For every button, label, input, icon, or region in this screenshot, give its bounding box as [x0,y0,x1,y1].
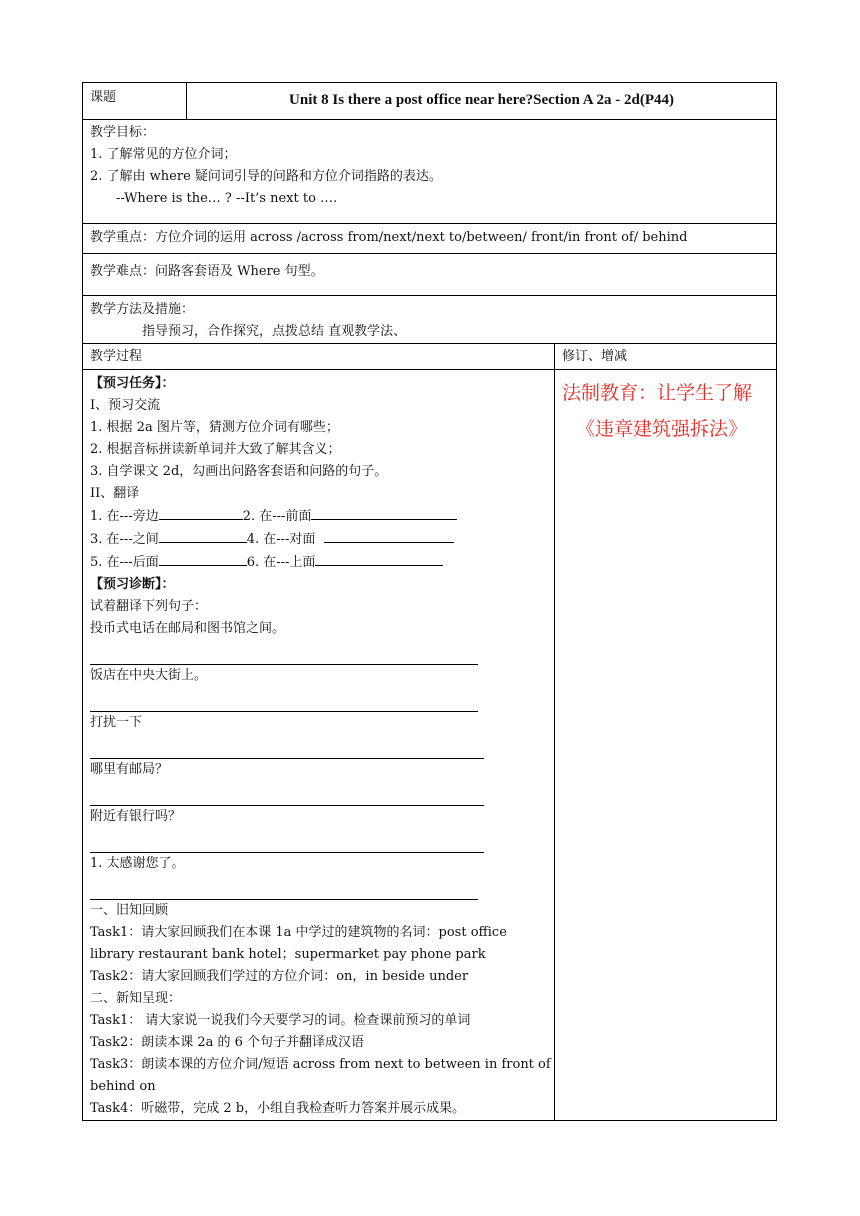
preview-task-heading: 【预习任务】： [90,376,175,391]
answer-blank[interactable] [159,528,247,543]
answer-blank[interactable] [159,505,243,520]
translation-item: 1. 在---旁边 [90,509,159,524]
sentence-answer-line[interactable] [90,828,484,853]
regulation-note: 《违章建筑强拆法》 [576,418,748,440]
sentence-6: 1. 太感谢您了。 [90,856,185,871]
objective-item-1: 1. 了解常见的方位介词； [90,147,237,162]
sentence-5: 附近有银行吗？ [90,809,182,824]
sentence-1: 投币式电话在邮局和图书馆之间。 [90,621,286,636]
translation-item: 2. 在---前面 [242,509,312,524]
new-task-3-cont: behind on [90,1079,156,1094]
legal-education-note: 法制教育：让学生了解 [562,382,753,404]
sentence-answer-line[interactable] [90,875,478,900]
review-task-1: Task1：请大家回顾我们在本课 1a 中学过的建筑物的名词：post office [90,925,507,940]
translation-row [90,528,547,551]
translate-prompt: 试着翻译下列句子： [90,599,208,614]
sentence-answer-line[interactable] [90,734,484,759]
new-task-3: Task3：朗读本课的方位介词/短语 across from next to between in front of [90,1057,551,1072]
objective-item-2: 2. 了解由 where 疑问词引导的问路和方位介词指路的表达。 [90,169,442,184]
new-task-4: Task4：听磁带，完成 2 b，小组自我检查听力答案并展示成果。 [90,1101,466,1116]
methods-heading: 教学方法及措施： [90,302,195,317]
translation-item: 4. 在---对面 [246,532,316,547]
section1-heading: I、预习交流 [90,398,161,413]
lesson-plan-table [82,82,777,1121]
answer-blank[interactable] [324,528,454,543]
preview-task-1: 1. 根据 2a 图片等，猜测方位介词有哪些； [90,420,339,435]
sentence-3: 打扰一下 [90,715,143,730]
new-heading: 二、新知呈现： [90,991,182,1006]
sentence-answer-line[interactable] [90,640,478,665]
preview-task-2: 2. 根据音标拼读新单词并大致了解其含义； [90,442,341,457]
revision-heading: 修订、增减 [555,344,777,370]
review-task-1-cont: library restaurant bank hotel；supermarket pay phone park [90,947,486,962]
process-content [83,370,555,1121]
sentence-2: 饭店在中央大街上。 [90,668,208,683]
translation-item: 5. 在---后面 [90,555,159,570]
key-points: 教学重点：方位介词的运用 across /across from/next/next to/between/ front/in front of/ behind [83,224,777,254]
translation-row [90,505,547,528]
answer-blank[interactable] [315,551,443,566]
lesson-title: Unit 8 Is there a post office near here?Section A 2a - 2d(P44) [187,83,777,120]
objectives-heading: 教学目标： [90,125,156,140]
topic-label: 课题 [83,83,187,120]
revision-cell [555,370,777,1121]
review-heading: 一、旧知回顾 [90,903,169,918]
translation-row [90,551,547,574]
sentence-answer-line[interactable] [90,781,484,806]
answer-blank[interactable] [311,505,457,520]
new-task-2: Task2：朗读本课 2a 的 6 个句子并翻译成汉语 [90,1035,365,1050]
diagnosis-heading: 【预习诊断】： [90,577,175,592]
review-task-2: Task2：请大家回顾我们学过的方位介词：on，in beside under [90,969,469,984]
difficulties: 教学难点：问路客套语及 Where 句型。 [83,254,777,296]
answer-blank[interactable] [159,551,247,566]
translation-item: 6. 在---上面 [246,555,316,570]
methods-content: 指导预习，合作探究，点拨总结 直观教学法、 [142,324,407,339]
new-task-1: Task1： 请大家说一说我们今天要学习的词。检查课前预习的单词 [90,1013,471,1028]
objective-example: --Where is the… ? --It’s next to …. [116,191,338,206]
process-heading: 教学过程 [83,344,555,370]
section2-heading: II、翻译 [90,486,140,501]
objectives-cell [83,120,777,224]
preview-task-3: 3. 自学课文 2d，勾画出问路客套语和问路的句子。 [90,464,388,479]
sentence-answer-line[interactable] [90,687,478,712]
translation-item: 3. 在---之间 [90,532,159,547]
methods-cell [83,296,777,344]
lesson-plan [82,82,776,1121]
sentence-4: 哪里有邮局？ [90,762,169,777]
